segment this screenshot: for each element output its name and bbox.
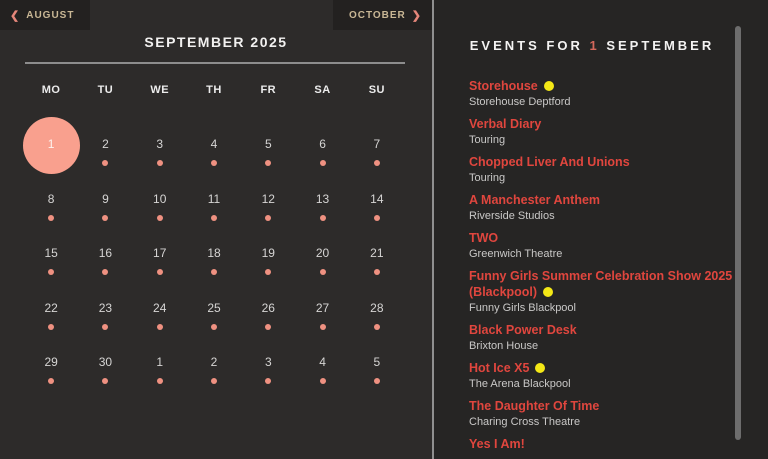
- day-number: 7: [373, 137, 381, 151]
- event-item: [469, 154, 761, 185]
- day-number: 9: [102, 191, 109, 206]
- prev-month-label: AUGUST: [26, 9, 75, 21]
- day-number: 3: [156, 137, 164, 151]
- day-number: 18: [207, 246, 221, 260]
- event-indicator-dot: [48, 324, 54, 330]
- day-cell[interactable]: [24, 281, 78, 336]
- event-indicator-dot: [157, 378, 163, 384]
- event-indicator-dot: [102, 378, 108, 384]
- event-venue: Touring: [469, 134, 506, 146]
- event-indicator-dot: [157, 215, 163, 221]
- event-title-link[interactable]: Chopped Liver And Unions: [469, 155, 630, 169]
- event-indicator-dot: [374, 324, 380, 330]
- day-cell[interactable]: [295, 226, 349, 281]
- event-indicator-dot: [102, 215, 108, 221]
- chevron-left-icon: ❮: [10, 9, 21, 22]
- week-row: [24, 281, 404, 336]
- day-number: 30: [98, 355, 113, 369]
- event-indicator-dot: [157, 269, 163, 275]
- day-cell[interactable]: [78, 281, 132, 336]
- events-panel: [432, 0, 768, 459]
- day-cell[interactable]: [133, 226, 187, 281]
- event-venue: Touring: [469, 172, 506, 184]
- highlight-dot-icon: [544, 81, 554, 91]
- day-cell[interactable]: [350, 117, 404, 172]
- event-title-link[interactable]: TWO: [469, 231, 499, 245]
- event-indicator-dot: [374, 215, 380, 221]
- day-cell[interactable]: [241, 226, 295, 281]
- event-title-link[interactable]: Yes I Am!: [469, 437, 525, 451]
- event-item: [469, 436, 761, 452]
- event-item: [469, 398, 761, 429]
- day-cell[interactable]: [350, 226, 404, 281]
- events-heading-suffix: SEPTEMBER: [606, 38, 715, 53]
- day-number: 4: [210, 137, 218, 151]
- day-cell[interactable]: [187, 172, 241, 227]
- weekday-header: TU: [97, 84, 114, 96]
- weekday-header: FR: [260, 84, 277, 96]
- event-indicator-dot: [157, 324, 163, 330]
- event-venue: Funny Girls Blackpool: [469, 302, 576, 314]
- event-indicator-dot: [374, 269, 380, 275]
- title-divider: [25, 62, 405, 64]
- day-cell[interactable]: [24, 117, 78, 172]
- calendar-grid: [24, 117, 404, 390]
- day-number: 20: [315, 246, 330, 260]
- day-number: 26: [261, 300, 275, 315]
- day-cell[interactable]: [295, 335, 349, 390]
- event-indicator-dot: [265, 324, 271, 330]
- day-cell[interactable]: [241, 172, 295, 227]
- day-cell[interactable]: [24, 172, 78, 227]
- highlight-dot-icon: [535, 363, 545, 373]
- events-heading-prefix: EVENTS FOR: [469, 38, 583, 53]
- event-title-link[interactable]: The Daughter Of Time: [469, 399, 600, 413]
- event-title-link[interactable]: Storehouse: [469, 78, 761, 94]
- day-number: 23: [98, 300, 113, 315]
- day-number: 4: [319, 355, 326, 369]
- event-title-link[interactable]: A Manchester Anthem: [469, 193, 601, 207]
- events-heading-day: 1: [589, 38, 600, 53]
- events-scrollbar[interactable]: [735, 26, 741, 440]
- event-item: [469, 360, 761, 391]
- day-cell[interactable]: [350, 335, 404, 390]
- event-indicator-dot: [48, 378, 54, 384]
- day-number: 1: [156, 355, 164, 369]
- events-heading: [434, 38, 768, 54]
- day-number: 1: [47, 137, 55, 151]
- day-cell[interactable]: [78, 335, 132, 390]
- event-item: [469, 230, 761, 261]
- weekday-header: WE: [150, 84, 170, 96]
- day-cell[interactable]: [78, 226, 132, 281]
- event-indicator-dot: [265, 378, 271, 384]
- day-number: 27: [315, 300, 330, 315]
- day-number: 24: [153, 300, 167, 315]
- day-cell[interactable]: [350, 281, 404, 336]
- day-cell[interactable]: [187, 226, 241, 281]
- day-number: 21: [370, 246, 384, 260]
- event-item: [469, 192, 761, 223]
- day-number: 16: [98, 246, 113, 260]
- event-venue: Greenwich Theatre: [469, 248, 563, 260]
- day-number: 6: [319, 137, 326, 151]
- day-cell[interactable]: [187, 281, 241, 336]
- day-cell[interactable]: [133, 117, 187, 172]
- event-venue: Charing Cross Theatre: [469, 416, 581, 428]
- day-cell[interactable]: [24, 226, 78, 281]
- weekday-header: TH: [206, 84, 222, 96]
- event-title-link[interactable]: Verbal Diary: [469, 117, 542, 131]
- event-venue: Brixton House: [469, 340, 539, 352]
- week-row: [24, 172, 404, 227]
- weekday-header: MO: [41, 84, 61, 96]
- event-indicator-dot: [374, 378, 380, 384]
- day-cell[interactable]: [187, 335, 241, 390]
- day-cell[interactable]: [133, 335, 187, 390]
- event-indicator-dot: [102, 269, 108, 275]
- highlight-dot-icon: [543, 287, 553, 297]
- event-indicator-dot: [48, 269, 54, 275]
- day-number: 19: [261, 246, 275, 260]
- day-number: 29: [44, 355, 58, 369]
- day-cell[interactable]: [78, 117, 132, 172]
- day-cell[interactable]: [241, 117, 295, 172]
- calendar-title: SEPTEMBER 2025: [144, 34, 288, 50]
- event-indicator-dot: [48, 215, 54, 221]
- day-number: 2: [210, 355, 218, 369]
- event-indicator-dot: [265, 160, 271, 166]
- event-item: [469, 322, 761, 353]
- day-cell[interactable]: [295, 281, 349, 336]
- event-item: [469, 78, 761, 109]
- event-indicator-dot: [320, 324, 326, 330]
- event-indicator-dot: [320, 215, 326, 221]
- day-number: 5: [264, 137, 272, 151]
- day-number: 8: [47, 191, 55, 206]
- event-indicator-dot: [265, 269, 271, 275]
- event-indicator-dot: [320, 160, 326, 166]
- day-number: 14: [370, 191, 384, 206]
- day-cell[interactable]: [241, 335, 295, 390]
- day-cell[interactable]: [133, 172, 187, 227]
- day-number: 12: [261, 191, 275, 206]
- next-month-label: OCTOBER: [348, 9, 406, 21]
- event-indicator-dot: [320, 378, 326, 384]
- event-title-link[interactable]: Hot Ice X5: [469, 360, 761, 376]
- event-indicator-dot: [374, 160, 380, 166]
- day-cell[interactable]: [78, 172, 132, 227]
- event-indicator-dot: [157, 160, 163, 166]
- event-indicator-dot: [320, 269, 326, 275]
- event-indicator-dot: [102, 160, 108, 166]
- day-cell[interactable]: [187, 117, 241, 172]
- day-cell[interactable]: [295, 117, 349, 172]
- event-item: [469, 268, 761, 315]
- events-list: [469, 78, 761, 452]
- day-cell[interactable]: [133, 281, 187, 336]
- event-item: [469, 116, 761, 147]
- event-indicator-dot: [211, 215, 217, 221]
- event-indicator-dot: [211, 160, 217, 166]
- day-number: 2: [102, 137, 109, 151]
- day-number: 28: [370, 300, 384, 315]
- day-number: 17: [153, 246, 167, 260]
- week-row: [24, 226, 404, 281]
- day-number: 10: [153, 191, 167, 206]
- day-number: 15: [44, 246, 58, 260]
- weekday-header: SU: [368, 84, 385, 96]
- weekday-header-row: [24, 83, 404, 97]
- day-number: 5: [373, 355, 381, 369]
- day-number: 22: [44, 300, 58, 315]
- day-cell[interactable]: [24, 335, 78, 390]
- day-number: 13: [315, 191, 330, 206]
- day-number: 11: [207, 191, 221, 206]
- week-row: [24, 117, 404, 172]
- week-row: [24, 335, 404, 390]
- event-venue: Storehouse Deptford: [469, 96, 571, 108]
- chevron-right-icon: ❯: [411, 9, 422, 22]
- weekday-header: SA: [314, 84, 331, 96]
- event-indicator-dot: [102, 324, 108, 330]
- prev-month-button[interactable]: [0, 0, 90, 30]
- event-indicator-dot: [211, 324, 217, 330]
- day-number: 25: [207, 300, 221, 315]
- day-cell[interactable]: [295, 172, 349, 227]
- day-cell[interactable]: [350, 172, 404, 227]
- event-indicator-dot: [265, 215, 271, 221]
- event-venue: The Arena Blackpool: [469, 378, 571, 390]
- day-number: 3: [264, 355, 272, 369]
- event-indicator-dot: [211, 269, 217, 275]
- event-title-link[interactable]: Funny Girls Summer Celebration Show 2025 (Blackpool): [469, 269, 733, 299]
- day-cell[interactable]: [241, 281, 295, 336]
- next-month-button[interactable]: [333, 0, 432, 30]
- event-indicator-dot: [211, 378, 217, 384]
- event-title-link[interactable]: Black Power Desk: [469, 323, 577, 337]
- event-venue: Riverside Studios: [469, 210, 555, 222]
